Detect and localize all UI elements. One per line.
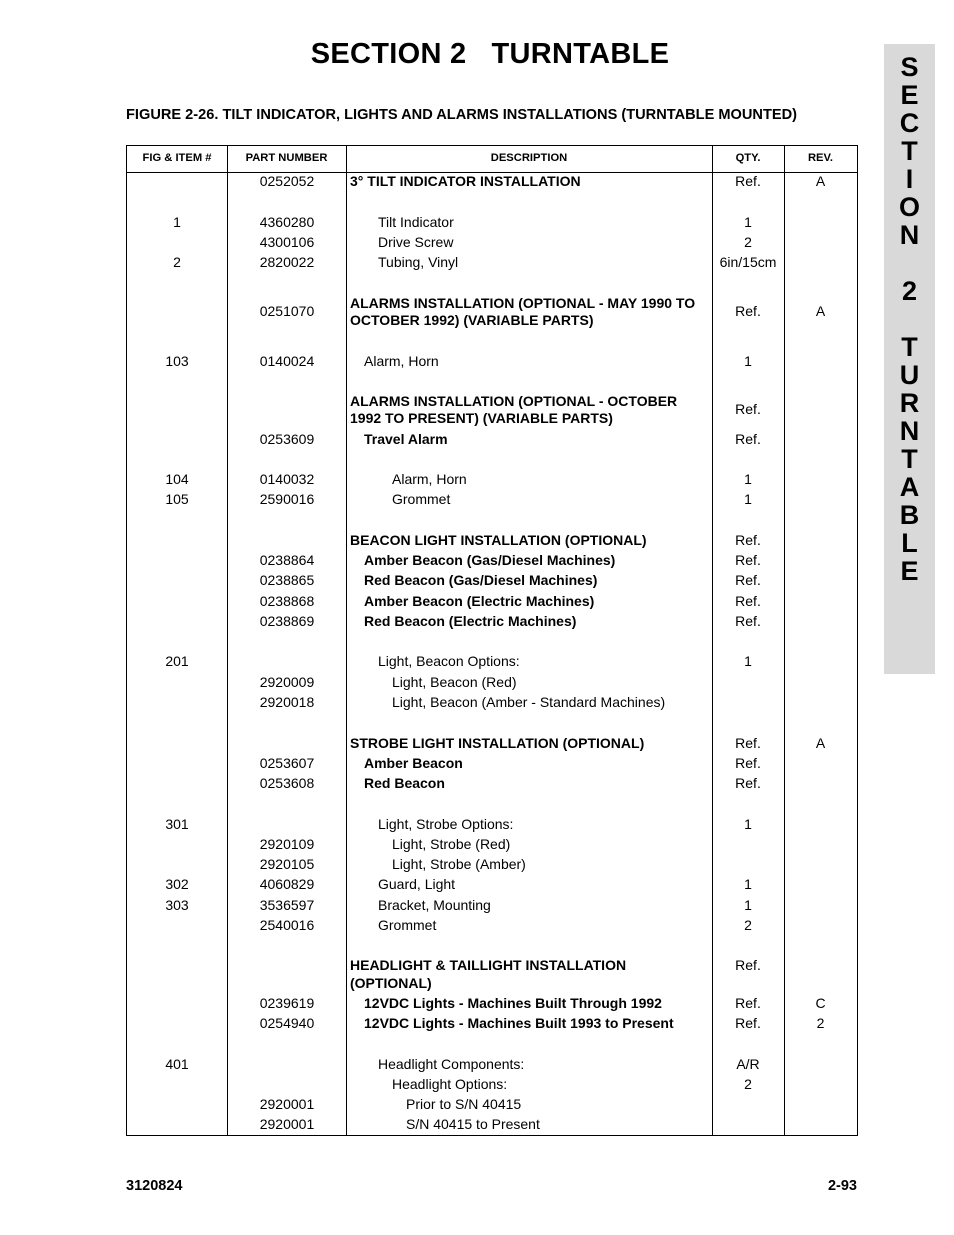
- qty: Ref.: [735, 995, 761, 1011]
- part-number: 0238868: [259, 593, 315, 609]
- fig-item: 302: [165, 876, 189, 892]
- description: Light, Strobe Options:: [378, 816, 514, 832]
- table-row: [127, 572, 857, 592]
- qty: 1: [744, 353, 752, 369]
- qty: 2: [744, 234, 752, 250]
- description: Bracket, Mounting: [378, 897, 491, 913]
- qty: Ref.: [735, 755, 761, 771]
- part-number: 2920018: [259, 694, 315, 710]
- description: Drive Screw: [378, 234, 454, 250]
- table-row: [127, 957, 857, 993]
- table-row: [127, 674, 857, 694]
- qty: 1: [744, 897, 752, 913]
- qty: Ref.: [735, 775, 761, 791]
- fig-item: 301: [165, 816, 189, 832]
- qty: Ref.: [735, 572, 761, 588]
- part-number: 0238864: [259, 552, 315, 568]
- part-number: 3536597: [259, 897, 315, 913]
- rev: C: [815, 995, 826, 1011]
- tab-letter: S: [900, 52, 919, 82]
- description: 12VDC Lights - Machines Built Through 1992: [364, 995, 662, 1011]
- table-row: [127, 1116, 857, 1136]
- part-number: 0238865: [259, 572, 315, 588]
- tab-letter: N: [899, 416, 920, 446]
- description: Amber Beacon (Gas/Diesel Machines): [364, 552, 616, 568]
- table-row: [127, 532, 857, 552]
- table-row: [127, 694, 857, 714]
- table-row: [127, 173, 857, 193]
- qty: Ref.: [735, 613, 761, 629]
- qty: Ref.: [735, 735, 761, 751]
- description: Tubing, Vinyl: [378, 254, 459, 270]
- description: Tilt Indicator: [378, 214, 454, 230]
- qty: Ref.: [735, 957, 761, 973]
- part-number: 0253607: [259, 755, 315, 771]
- fig-item: 103: [165, 353, 189, 369]
- table-row: [127, 1096, 857, 1116]
- document-number: 3120824: [126, 1178, 183, 1194]
- fig-item: 2: [173, 254, 181, 270]
- qty: Ref.: [735, 173, 761, 189]
- description: ALARMS INSTALLATION (OPTIONAL - MAY 1990 TO: [350, 295, 696, 311]
- description: Red Beacon: [364, 775, 445, 791]
- table-row: [127, 897, 857, 917]
- part-number: 2920109: [259, 836, 315, 852]
- table-row: [127, 856, 857, 876]
- table-row: [127, 552, 857, 572]
- tab-letter: A: [899, 472, 920, 502]
- qty: Ref.: [735, 401, 761, 417]
- fig-item: 401: [165, 1056, 189, 1072]
- part-number: 2920001: [259, 1096, 315, 1112]
- table-row: [127, 353, 857, 373]
- qty: 1: [744, 653, 752, 669]
- description: 3° TILT INDICATOR INSTALLATION: [350, 173, 581, 189]
- table-row: [127, 917, 857, 937]
- part-number: 4360280: [259, 214, 315, 230]
- tab-letter: T: [901, 136, 918, 166]
- table-row: [127, 471, 857, 491]
- part-number: 2920001: [259, 1116, 315, 1132]
- description: Alarm, Horn: [392, 471, 467, 487]
- tab-letter: B: [899, 500, 920, 530]
- description: Prior to S/N 40415: [406, 1096, 522, 1112]
- qty: Ref.: [735, 593, 761, 609]
- rev: A: [815, 735, 826, 751]
- description: Light, Beacon Options:: [378, 653, 520, 669]
- qty: Ref.: [735, 552, 761, 568]
- description: BEACON LIGHT INSTALLATION (OPTIONAL): [350, 532, 647, 548]
- header-rev: REV.: [807, 152, 834, 164]
- table-row: [127, 836, 857, 856]
- table-row: [127, 254, 857, 274]
- qty: 2: [744, 1076, 752, 1092]
- table-row: [127, 214, 857, 234]
- description: Grommet: [392, 491, 451, 507]
- qty: 1: [744, 876, 752, 892]
- table-row: [127, 995, 857, 1015]
- table-row: [127, 234, 857, 254]
- fig-item: 201: [165, 653, 189, 669]
- part-number: 4060829: [259, 876, 315, 892]
- table-row: [127, 295, 857, 331]
- qty: 1: [744, 491, 752, 507]
- table-row: [127, 491, 857, 511]
- description: Red Beacon (Gas/Diesel Machines): [364, 572, 598, 588]
- description: Light, Strobe (Red): [392, 836, 511, 852]
- table-row: [127, 1056, 857, 1076]
- table-row: [127, 1076, 857, 1096]
- description: Amber Beacon (Electric Machines): [364, 593, 595, 609]
- qty: 1: [744, 816, 752, 832]
- description: S/N 40415 to Present: [406, 1116, 540, 1132]
- tab-letter: T: [901, 444, 918, 474]
- table-row: [127, 876, 857, 896]
- figure-title: FIGURE 2-26. TILT INDICATOR, LIGHTS AND ALARMS INSTALLATIONS (TURNTABLE MOUNTED): [126, 107, 798, 123]
- table-row: [127, 816, 857, 836]
- part-number: 2920009: [259, 674, 315, 690]
- page-title: SECTION 2 TURNTABLE: [310, 38, 670, 70]
- table-row: [127, 735, 857, 755]
- description: STROBE LIGHT INSTALLATION (OPTIONAL): [350, 735, 645, 751]
- part-number: 0140024: [259, 353, 315, 369]
- fig-item: 104: [165, 471, 189, 487]
- table-row: [127, 755, 857, 775]
- part-number: 0140032: [259, 471, 315, 487]
- fig-item: 1: [173, 214, 181, 230]
- part-number: 2920105: [259, 856, 315, 872]
- tab-letter: O: [898, 192, 920, 222]
- description-line-2: (OPTIONAL): [350, 975, 432, 991]
- description-line-2: 1992 TO PRESENT) (VARIABLE PARTS): [350, 410, 613, 426]
- rev: 2: [816, 1015, 825, 1031]
- description: Travel Alarm: [364, 431, 448, 447]
- qty: A/R: [736, 1056, 760, 1072]
- part-number: 2540016: [259, 917, 315, 933]
- table-row: [127, 593, 857, 613]
- tab-letter: L: [901, 528, 918, 558]
- part-number: 0239619: [259, 995, 315, 1011]
- fig-item: 105: [165, 491, 189, 507]
- page-number: 2-93: [827, 1178, 857, 1194]
- fig-item: 303: [165, 897, 189, 913]
- tab-letter: T: [901, 332, 918, 362]
- tab-letter: E: [900, 80, 919, 110]
- description: Light, Beacon (Red): [392, 674, 517, 690]
- header-description: DESCRIPTION: [490, 152, 568, 164]
- tab-letter: 2: [901, 276, 918, 306]
- qty: Ref.: [735, 431, 761, 447]
- table-row: [127, 431, 857, 451]
- description: Headlight Components:: [378, 1056, 525, 1072]
- header-part-number: PART NUMBER: [245, 152, 328, 164]
- qty: 1: [744, 214, 752, 230]
- description: 12VDC Lights - Machines Built 1993 to Present: [364, 1015, 674, 1031]
- description: Light, Beacon (Amber - Standard Machines): [392, 694, 666, 710]
- qty: Ref.: [735, 1015, 761, 1031]
- part-number: 4300106: [259, 234, 315, 250]
- header-fig-item: FIG & ITEM #: [142, 152, 212, 164]
- qty: Ref.: [735, 303, 761, 319]
- table-row: [127, 393, 857, 429]
- tab-letter: C: [899, 108, 920, 138]
- tab-letter: E: [900, 556, 919, 586]
- qty: Ref.: [735, 532, 761, 548]
- description: Alarm, Horn: [364, 353, 439, 369]
- description: Headlight Options:: [392, 1076, 508, 1092]
- description: Grommet: [378, 917, 437, 933]
- description: HEADLIGHT & TAILLIGHT INSTALLATION: [350, 957, 627, 973]
- header-qty: QTY.: [735, 152, 761, 164]
- tab-letter: I: [905, 164, 914, 194]
- description: Amber Beacon: [364, 755, 463, 771]
- tab-letter: N: [899, 220, 920, 250]
- table-row: [127, 1015, 857, 1035]
- description-line-2: OCTOBER 1992) (VARIABLE PARTS): [350, 312, 594, 328]
- description: ALARMS INSTALLATION (OPTIONAL - OCTOBER: [350, 393, 678, 409]
- tab-letter: R: [899, 388, 920, 418]
- rev: A: [815, 173, 826, 189]
- rev: A: [815, 303, 826, 319]
- description: Light, Strobe (Amber): [392, 856, 526, 872]
- qty: 2: [744, 917, 752, 933]
- part-number: 2820022: [259, 254, 315, 270]
- part-number: 2590016: [259, 491, 315, 507]
- description: Guard, Light: [378, 876, 456, 892]
- part-number: 0253609: [259, 431, 315, 447]
- parts-table: [126, 145, 858, 1136]
- qty: 1: [744, 471, 752, 487]
- tab-letter: U: [899, 360, 920, 390]
- description: Red Beacon (Electric Machines): [364, 613, 577, 629]
- table-row: [127, 613, 857, 633]
- part-number: 0253608: [259, 775, 315, 791]
- part-number: 0238869: [259, 613, 315, 629]
- section-side-tab: [884, 44, 935, 674]
- table-row: [127, 775, 857, 795]
- table-row: [127, 653, 857, 673]
- qty: 6in/15cm: [719, 254, 777, 270]
- part-number: 0251070: [259, 303, 315, 319]
- part-number: 0254940: [259, 1015, 315, 1031]
- part-number: 0252052: [259, 173, 315, 189]
